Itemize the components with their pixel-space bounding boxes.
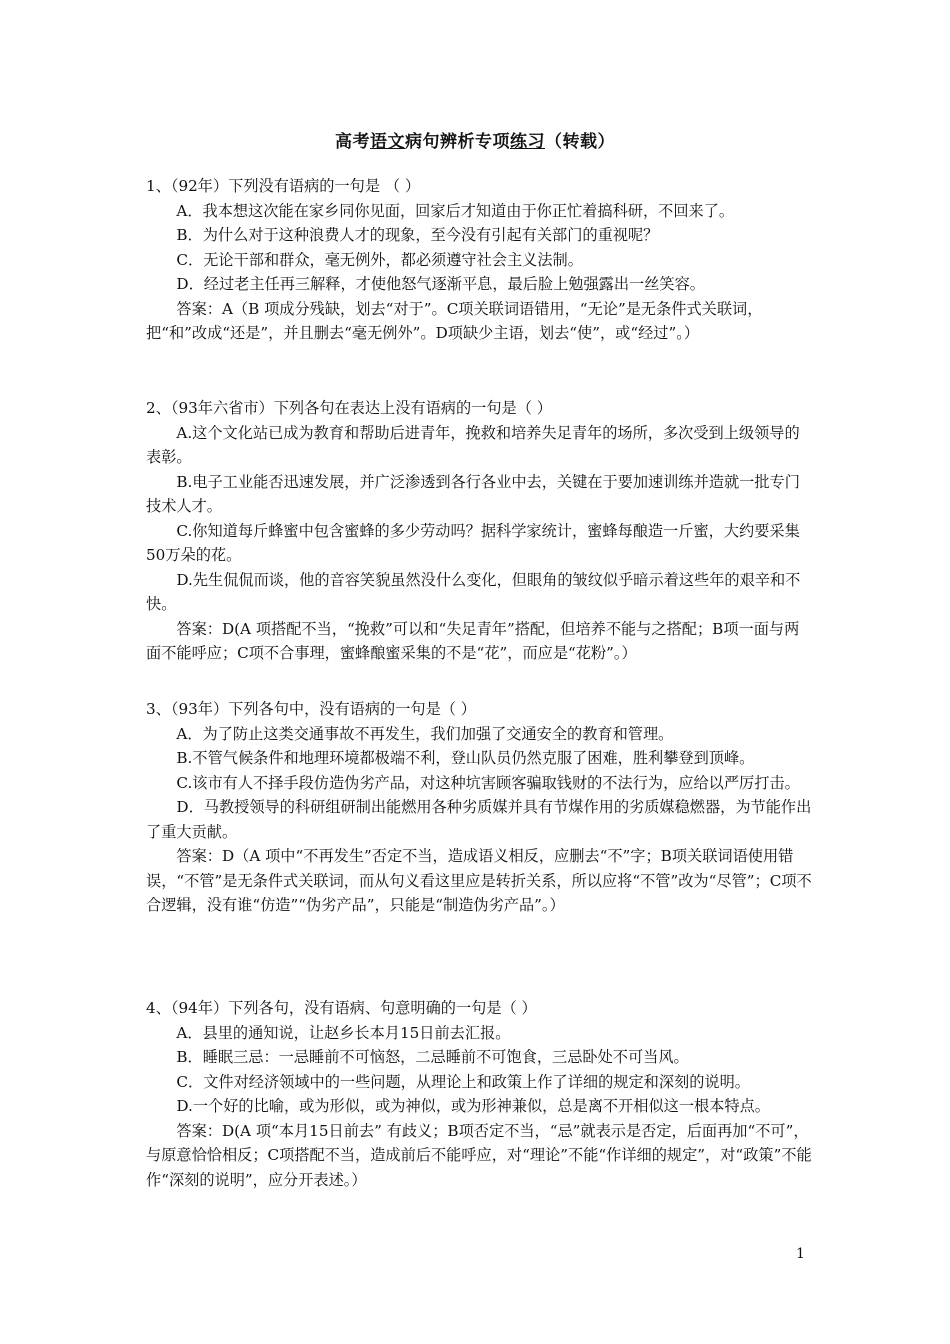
option-b: B.电子工业能否迅速发展，并广泛渗透到各行各业中去，关键在于要加速训练并造就一批专门技术人才。 [146, 472, 800, 515]
title-part-1: 高考 [335, 132, 370, 152]
page-number: 1 [796, 1246, 805, 1262]
question-1 [146, 174, 812, 346]
title-part-5: （转载） [545, 132, 615, 152]
question-stem: 1、（92年）下列没有语病的一句是 （ ） [146, 177, 421, 195]
option-a: A．为了防止这类交通事故不再发生，我们加强了交通安全的教育和管理。 [176, 724, 674, 743]
title-part-3: 病句辨析专项 [405, 132, 510, 152]
option-b: B.不管气候条件和地理环境都极端不利，登山队员仍然克服了困难，胜利攀登到顶峰。 [176, 749, 755, 767]
option-a: A.这个文化站已成为教育和帮助后进青年，挽救和培养失足青年的场所，多次受到上级领导的表彰。 [146, 423, 800, 466]
option-b: B．为什么对于这种浪费人才的现象，至今没有引起有关部门的重视呢？ [176, 226, 659, 244]
option-a: A．我本想这次能在家乡同你见面，回家后才知道由于你正忙着搞科研，不回来了。 [176, 201, 735, 220]
question-stem: 3、（93年）下列各句中，没有语病的一句是（ ） [146, 700, 476, 718]
option-c: C．文件对经济领域中的一些问题，从理论上和政策上作了详细的规定和深刻的说明。 [176, 1072, 750, 1091]
page-title [0, 127, 950, 152]
answer-explanation: 答案：D（A 项中“不再发生”否定不当，造成语义相反，应删去“不”字；B项关联词语使用错误，“不管”是无条件式关联词，而从句义看这里应是转折关系，所以应将“不管”改为“尽管”；C项不合逻辑，没有谁“仿造”“伪劣产品”，只能是“制造伪劣产品”。） [146, 847, 812, 914]
option-c: C.你知道每斤蜂蜜中包含蜜蜂的多少劳动吗？据科学家统计，蜜蜂每酿造一斤蜜，大约要采集50万朵的花。 [146, 521, 800, 564]
question-3 [146, 697, 812, 918]
option-a: A．县里的通知说，让赵乡长本月15日前去汇报。 [176, 1023, 511, 1042]
title-part-2: 语文 [370, 132, 405, 152]
option-d: D．马教授领导的科研组研制出能燃用各种劣质媒并具有节煤作用的劣质媒稳燃器，为节能作出了重大贡献。 [146, 798, 812, 841]
title-part-4: 练习 [510, 132, 545, 152]
answer-explanation: 答案：D(A 项“本月15日前去” 有歧义；B项否定不当，“忌”就表示是否定，后面再加“不可”，与原意恰恰相反；C项搭配不当，造成前后不能呼应，对“理论”不能“作详细的规定”，对“政策”不能作“深刻的说明”，应分开表述。） [146, 1121, 812, 1189]
option-c: C．无论干部和群众，毫无例外，都必须遵守社会主义法制。 [176, 250, 583, 269]
answer-explanation: 答案：D(A 项搭配不当，“挽救”可以和“失足青年”搭配，但培养不能与之搭配；B项一面与两面不能呼应；C项不合事理，蜜蜂酿蜜采集的不是“花”，而应是“花粉”。） [146, 619, 800, 662]
option-b: B．睡眠三忌：一忌睡前不可恼怒，二忌睡前不可饱食，三忌卧处不可当风。 [176, 1048, 689, 1066]
option-c: C.该市有人不择手段仿造伪劣产品，对这种坑害顾客骗取钱财的不法行为，应给以严厉打击。 [176, 773, 800, 792]
question-2 [146, 396, 812, 666]
answer-explanation: 答案：A（B 项成分残缺，划去“对于”。C项关联词语错用，“无论”是无条件式关联词，把“和”改成“还是”，并且删去“毫无例外”。D项缺少主语，划去“使”，或“经过”。） [146, 299, 763, 342]
question-stem: 2、（93年六省市）下列各句在表达上没有语病的一句是（ ） [146, 399, 552, 417]
question-4 [146, 996, 812, 1192]
question-stem: 4、（94年）下列各句，没有语病、句意明确的一句是（ ） [146, 999, 537, 1017]
option-d: D.先生侃侃而谈，他的音容笑貌虽然没什么变化，但眼角的皱纹似乎暗示着这些年的艰辛和不快。 [146, 570, 801, 613]
option-d: D．经过老主任再三解释，才使他怒气逐渐平息，最后脸上勉强露出一丝笑容。 [176, 275, 705, 293]
option-d: D.一个好的比喻，或为形似，或为神似，或为形神兼似，总是离不开相似这一根本特点。 [176, 1097, 770, 1115]
